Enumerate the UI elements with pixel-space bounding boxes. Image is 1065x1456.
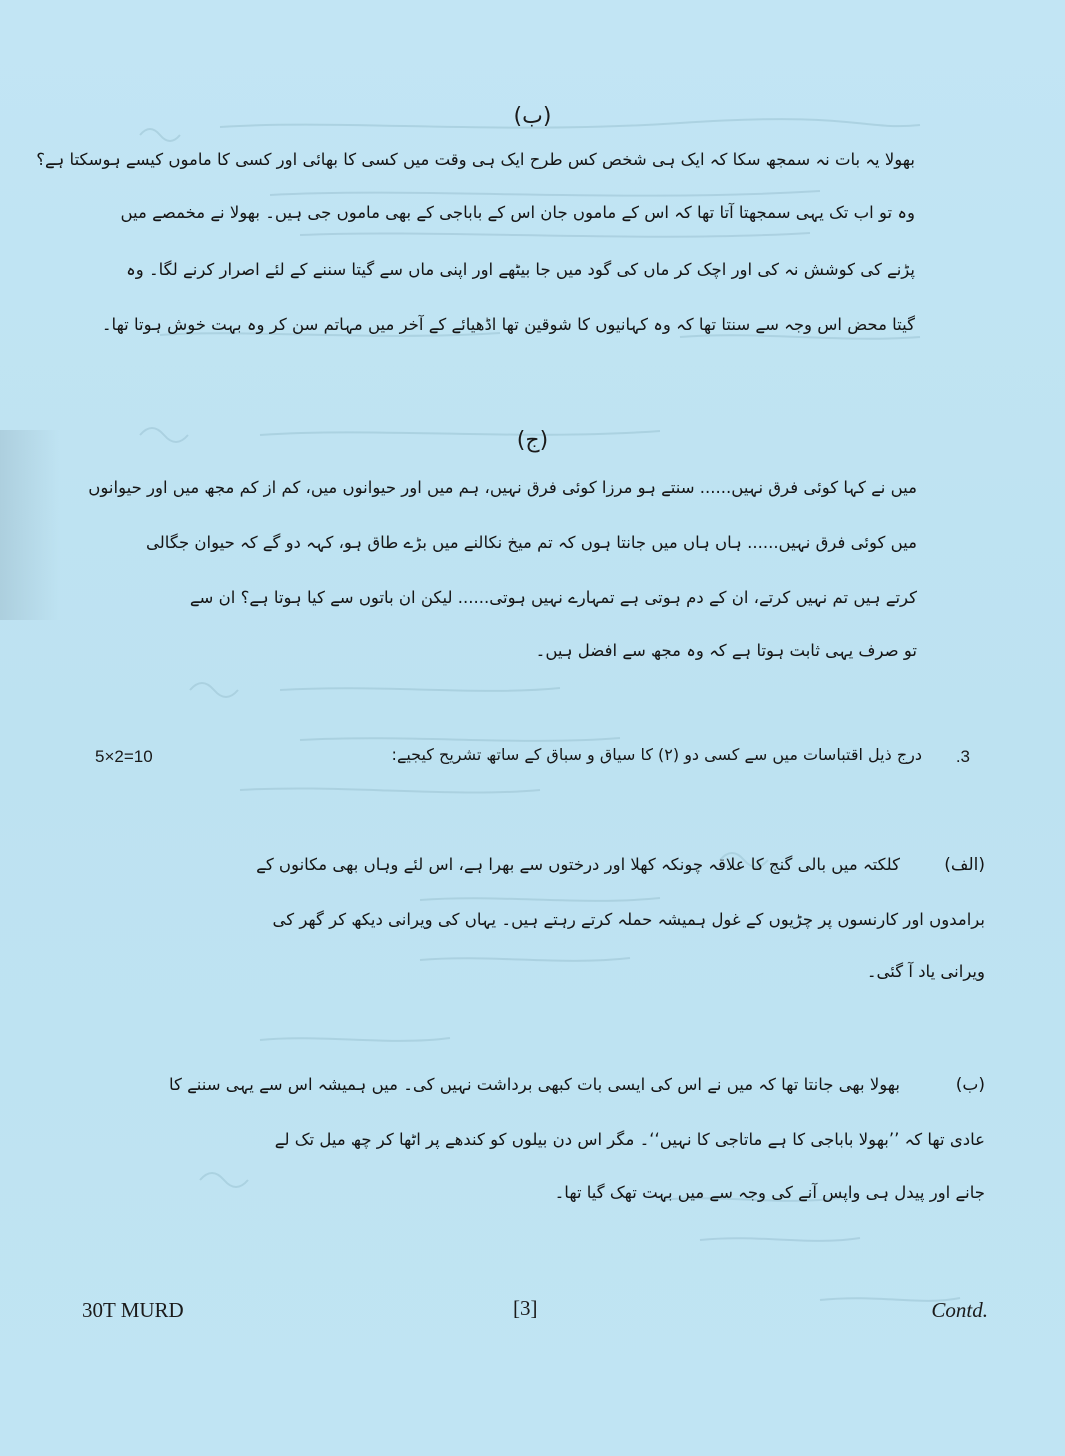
sub-question-label: (الف) [944,855,985,875]
question-number: .3 [955,747,970,766]
section-heading-j: (ج) [516,428,549,453]
passage-line: میں کوئی فرق نہیں...... ہاں ہاں میں جانتا ہوں کہ تم میخ نکالنے میں بڑے طاق ہو، کہہ دو گے کہ حیوان جگالی [146,533,917,552]
passage-line: پڑنے کی کوشش نہ کی اور اچک کر ماں کی گود میں جا بیٹھے اور اپنی ماں سے گیتا سننے کے لئے اصرار کرنے لگا۔ وہ [126,260,915,279]
quote-line: برامدوں اور کارنسوں پر چڑیوں کے غول ہمیشہ حملہ کرتے رہتے ہیں۔ یہاں کی ویرانی دیکھ کر گھر کی [272,910,985,929]
paper-code: 30T MURD [82,1298,184,1322]
marks-label: 5×2=10 [95,747,153,766]
passage-line: کرتے ہیں تم نہیں کرتے، ان کے دم ہوتی ہے تمہارے نہیں ہوتی...... لیکن ان باتوں سے کیا ہوتا ہے؟ ان سے [189,588,917,607]
continued-label: Contd. [931,1298,988,1322]
quote-line: کلکتہ میں بالی گنج کا علاقہ چونکہ کھلا اور درختوں سے بھرا ہے، اس لئے وہاں بھی مکانوں کے [256,855,900,874]
passage-line: تو صرف یہی ثابت ہوتا ہے کہ وہ مجھ سے افضل ہیں۔ [535,641,917,660]
sub-question-label: (ب) [955,1075,985,1095]
page-number: [3] [513,1296,538,1320]
passage-line: بھولا یہ بات نہ سمجھ سکا کہ ایک ہی شخص کس طرح ایک ہی وقت میں کسی کا بھائی اور کسی کا ماموں کیسے ہوسکتا ہے؟ [36,150,915,169]
passage-line: گیتا محض اس وجہ سے سنتا تھا کہ وہ کہانیوں کا شوقین تھا اڈھیائے کے آخر میں مہاتم سن کر وہ بہت خوش ہوتا تھا۔ [101,315,915,334]
quote-line: عادی تھا کہ ’’بھولا باباجی کا ہے ماتاجی کا نہیں‘‘۔ مگر اس دن بیلوں کو کندھے پر اٹھا کر چھ میل تک لے [274,1130,985,1149]
passage-line: میں نے کہا کوئی فرق نہیں...... سنتے ہو مرزا کوئی فرق نہیں، ہم میں اور حیوانوں میں، کم از کم مجھ میں اور حیوانوں [88,478,917,497]
question-instruction: درج ذیل اقتباسات میں سے کسی دو (۲) کا سیاق و سباق کے ساتھ تشریح کیجیے: [391,745,922,764]
quote-line: بھولا بھی جانتا تھا کہ میں نے اس کی ایسی بات کبھی برداشت نہیں کی۔ میں ہمیشہ اس سے یہی سننے کا [168,1075,900,1094]
paper-crease [0,430,60,620]
quote-line: جانے اور پیدل ہی واپس آنے کی وجہ سے میں بہت تھک گیا تھا۔ [554,1183,985,1202]
section-heading-b: (ب) [513,104,552,129]
quote-line: ویرانی یاد آ گئی۔ [866,962,985,981]
passage-line: وہ تو اب تک یہی سمجھتا آتا تھا کہ اس کے ماموں جان اس کے باباجی کے بھی ماموں جی ہیں۔ بھولا نے مخمصے میں [120,203,915,222]
